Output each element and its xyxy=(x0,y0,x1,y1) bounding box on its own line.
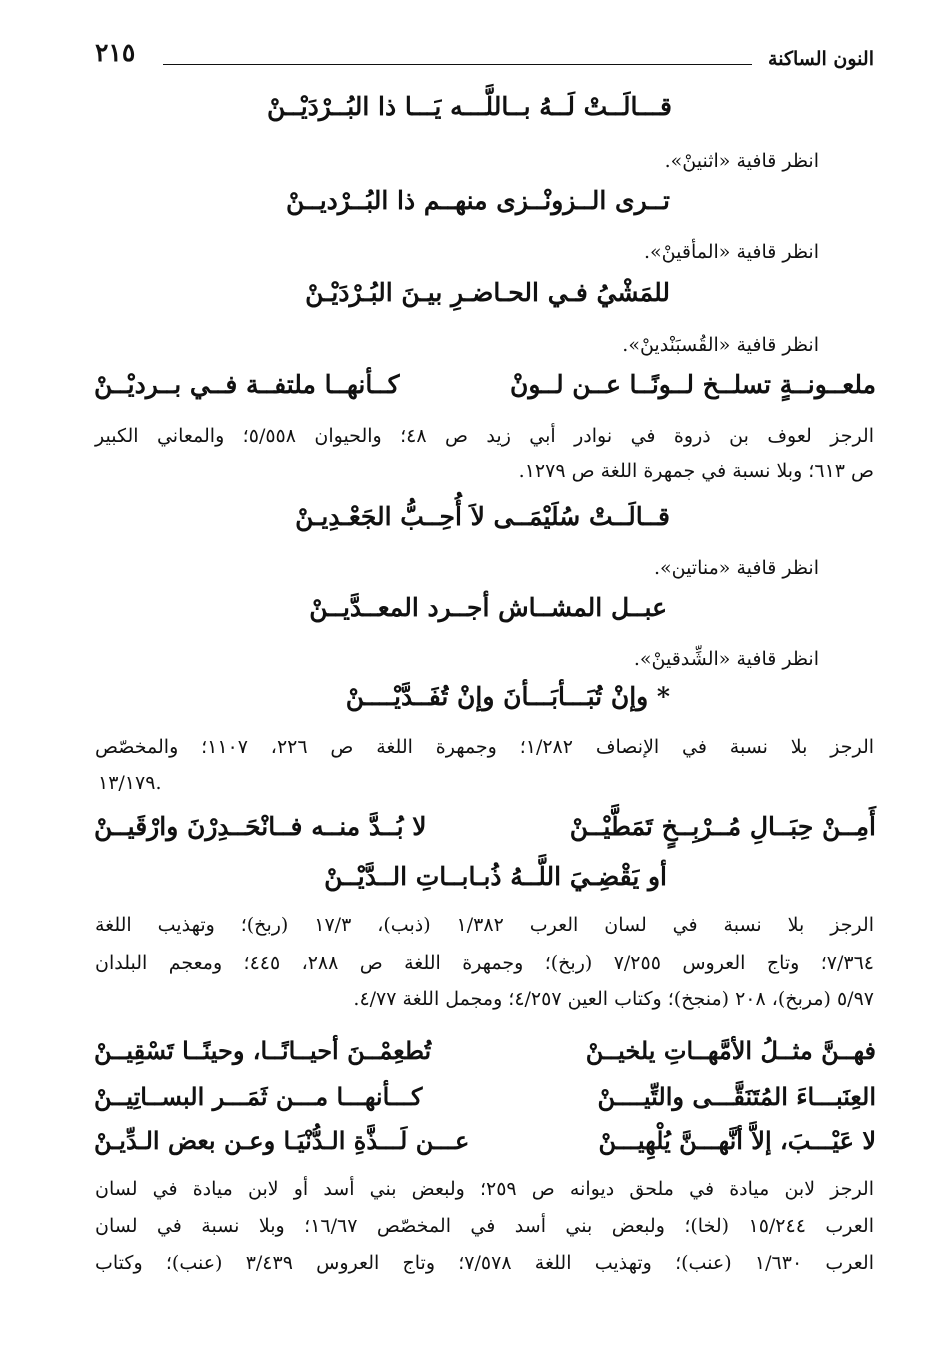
verse-6: * وإنْ تُبَـــأبَـــأنَ وإنْ تُفَــدَّيْــــنْ xyxy=(345,682,670,711)
triplet-line-3 xyxy=(94,1126,876,1160)
triplet-1-first-hemistich: فهــنَّ مثــلُ الأمَّهــاتِ يلخيــنْ xyxy=(585,1036,876,1065)
triplet-3-second-hemistich: عـــن لَـــذَّةِ الـدُّنْيَـا وعـن بعض الـدِّيـنْ xyxy=(94,1126,470,1155)
couplet-2-second-hemistich: لا بُــدَّ منــه فــانْحَــدِرْنَ وارْقَيــنْ xyxy=(94,812,427,841)
reference-5: انظر قافية «الشِّدقينْ». xyxy=(633,648,819,670)
verse-5: عبــل المشــاش أجــرد المعــدَّيــنْ xyxy=(309,593,667,622)
couplet-2 xyxy=(94,812,876,841)
header-title: النون الساكنة xyxy=(768,48,874,70)
verse-4: قــالَــتْ سُلَيْمَــى لاَ أُحِــبُّ الجَعْـدِيـنْ xyxy=(295,502,670,531)
reference-3: انظر قافية «القُسبَنْدينْ». xyxy=(622,334,819,356)
triplet-2-second-hemistich: كـــأنهـــا مـــن ثَمَـــر البســاتِيــنْ xyxy=(94,1082,423,1111)
note-3-line-3: ٥/٩٧ (مربخ)، ٢٠٨ (منجخ)؛ وكتاب العين ٤/٢٥٧؛ ومجمل اللغة ٤/٧٧. xyxy=(353,988,874,1010)
reference-4: انظر قافية «مناتين». xyxy=(653,557,819,579)
triplet-line-2 xyxy=(94,1082,876,1116)
couplet-2-line-2: أو يَقْضِـيَ اللَّــهُ ذُبـابــاتِ الــدَّيْــنْ xyxy=(324,862,667,891)
triplet-2-first-hemistich: العِنَبـــاءَ المُتَنَقَّـــى والتِّيــــنْ xyxy=(597,1082,876,1111)
reference-2: انظر قافية «المأقينْ». xyxy=(644,241,819,263)
note-4-line-2: العرب ١٥/٢٤٤ (لخا)؛ ولبعض بني أسد في المخصّص ١٦/٦٧؛ وبلا نسبة في لسان xyxy=(95,1215,874,1237)
note-2-line-1: الرجز بلا نسبة في الإنصاف ١/٢٨٢؛ وجمهرة اللغة ص ٢٢٦، ١١٠٧؛ والمخصّص xyxy=(95,736,875,758)
page-number: ٢١٥ xyxy=(95,38,136,67)
running-header xyxy=(95,38,874,78)
triplet-line-1 xyxy=(94,1036,876,1070)
reference-1: انظر قافية «اثنينْ». xyxy=(664,150,819,172)
note-4-line-3: العرب ١/٦٣٠ (عنب)؛ وتهذيب اللغة ٧/٥٧٨؛ وتاج العروس ٣/٤٣٩ (عنب)؛ وكتاب xyxy=(95,1252,874,1274)
note-4-line-1: الرجز لابن ميادة في ملحق ديوانه ص ٢٥٩؛ ولبعض بني أسد أو لابن ميادة في لسان xyxy=(95,1178,874,1200)
note-3-line-2: ٧/٣٦٤؛ وتاج العروس ٧/٢٥٥ (ربخ)؛ وجمهرة اللغة ص ٢٨٨، ٤٤٥؛ ومعجم البلدان xyxy=(95,952,875,974)
verse-2: تــرى الــزونْــزى منهــم ذا البُــرْديــنْ xyxy=(286,186,670,215)
couplet-2-first-hemistich: أَمِــنْ حِبَــالِ مُــرْبِــخٍ تَمَطَّيْــنْ xyxy=(569,812,876,841)
note-1-line-1: الرجز لعوف بن ذروة في نوادر أبي زيد ص ٤٨؛ والحيوان ٥/٥٥٨؛ والمعاني الكبير xyxy=(95,425,874,447)
verse-3: للمَشْيُ فـي الحـاضـرِ بيـنَ البُـرْدَيْـنْ xyxy=(305,278,670,307)
triplet-1-second-hemistich: تُطعِمْــنَ أحيــانًــا، وحينًــا تَسْقِيــنْ xyxy=(94,1036,432,1065)
couplet-1-second-hemistich: كــأنهــا ملتفــة فــي بــرديْــنْ xyxy=(94,370,400,399)
verse-1: قـــالَــتْ لَــهُ بــاللَّـــه يَـــا ذا البُــرْدَيْــنْ xyxy=(267,92,672,121)
note-2-line-2: ١٣/١٧٩. xyxy=(98,772,162,794)
couplet-1-first-hemistich: ملعــونــةٍ تسلــخ لــونًــا عــن لــونْ xyxy=(510,370,876,399)
couplet-1 xyxy=(94,370,876,399)
note-1-line-2: ص ٦١٣؛ وبلا نسبة في جمهرة اللغة ص ١٢٧٩. xyxy=(518,460,874,482)
note-3-line-1: الرجز بلا نسبة في لسان العرب ١/٣٨٢ (ذبب)، ١٧/٣ (ربخ)؛ وتهذيب اللغة xyxy=(95,914,874,936)
triplet-3-first-hemistich: لا عَيْـــبَ، إلاَّ أنَّهـــنَّ يُلْهِيـــنْ xyxy=(598,1126,876,1155)
header-rule xyxy=(163,64,752,65)
